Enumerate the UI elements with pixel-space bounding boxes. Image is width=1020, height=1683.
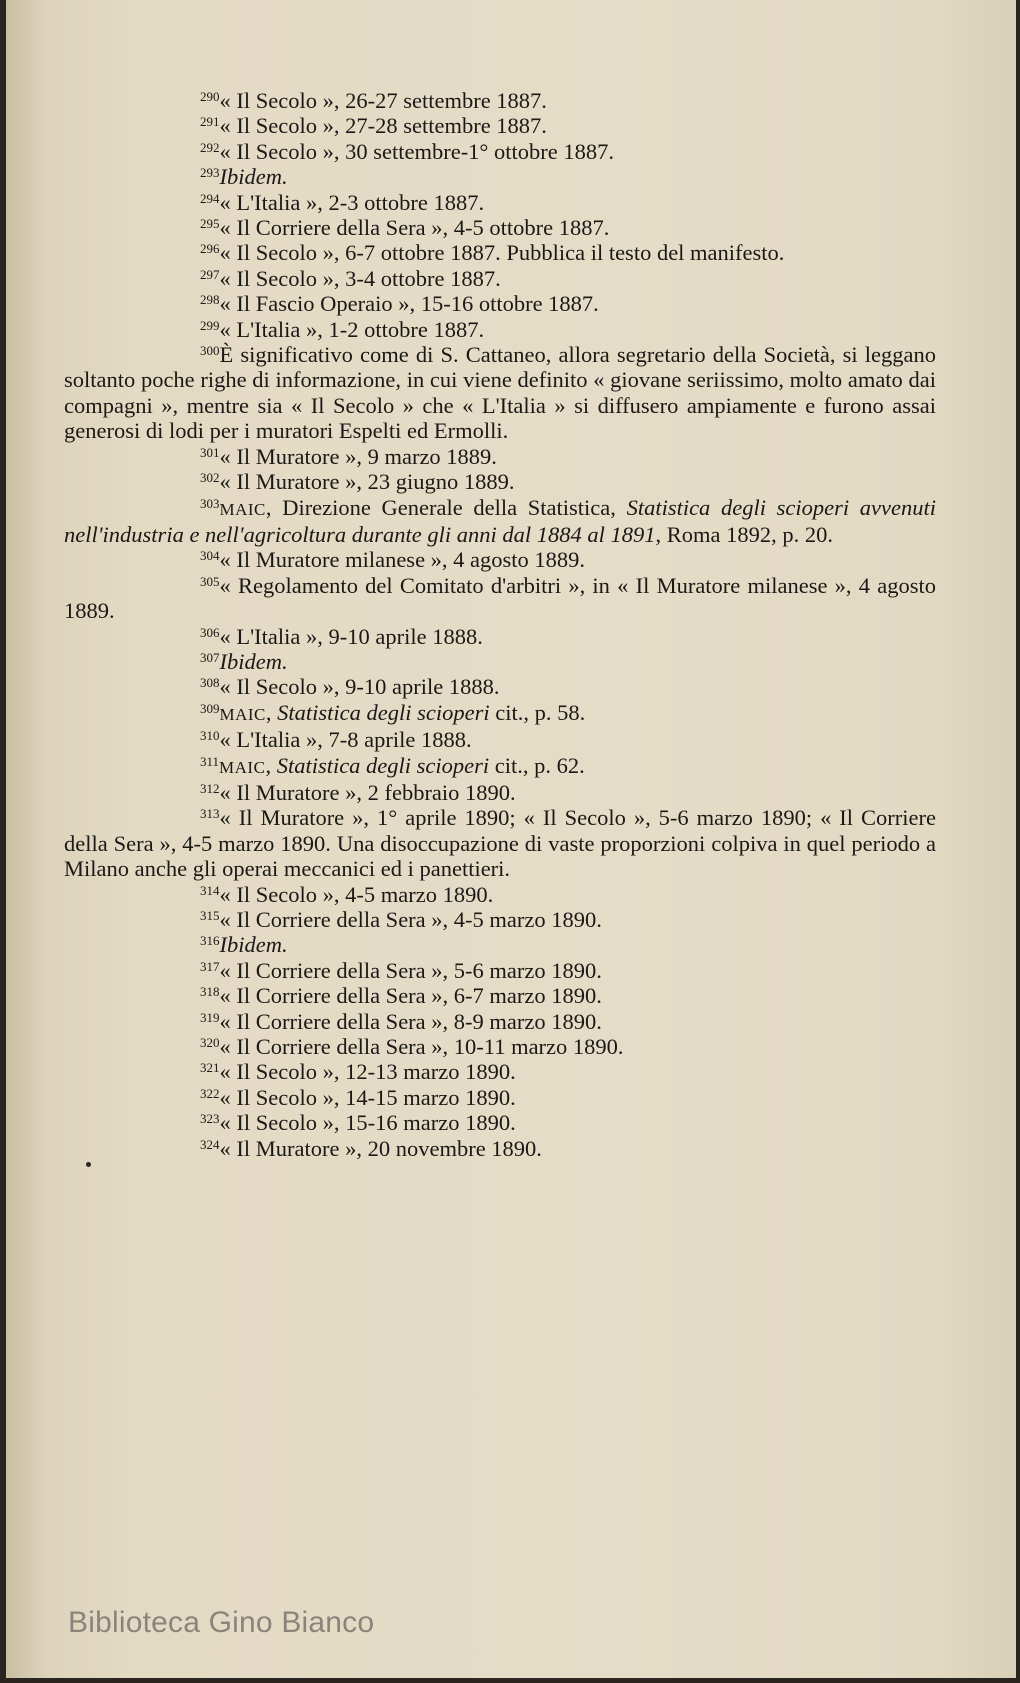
footnote-306: 306« L'Italia », 9-10 aprile 1888. [200,623,483,649]
footnote-321: 321« Il Secolo », 12-13 marzo 1890. [200,1059,516,1085]
footnote-309: 309MAIC, Statistica degli scioperi cit., p. 58. [200,699,586,725]
footnote-text: , [265,699,278,725]
footnote-text: « Il Secolo », 30 settembre-1° ottobre 1887. [219,138,615,164]
footnote-301: 301« Il Muratore », 9 marzo 1889. [200,443,497,469]
footnote-293: 293Ibidem. [200,164,288,190]
footnote-311: 311MAIC, Statistica degli scioperi cit., p. 62. [200,752,585,778]
footnote-302: 302« Il Muratore », 23 giugno 1889. [200,469,515,495]
library-watermark: Biblioteca Gino Bianco [68,1606,375,1639]
footnote-308: 308« Il Secolo », 9-10 aprile 1888. [200,674,500,700]
footnote-text: « Il Muratore », 9 marzo 1889. [219,443,497,469]
footnote-310: 310« L'Italia », 7-8 aprile 1888. [200,727,472,753]
footnote-318: 318« Il Corriere della Sera », 6-7 marzo 1890. [200,983,602,1009]
footnote-text: « Il Secolo », 6-7 ottobre 1887. Pubblica il testo del manifesto. [219,240,785,266]
footnote-text: « Il Muratore », 2 febbraio 1890. [219,779,516,805]
footnote-text: , Direzione Generale della Statistica, [265,494,627,520]
footnote-text: Statistica degli scioperi avvenuti nell'industria e nell'agricoltura durante gli anni dal 1884 al 1891 [64,494,936,547]
footnote-text: « Il Muratore », 1° aprile 1890; « Il Secolo », 5-6 marzo 1890; « Il Corriere della Sera », 4-5 marzo 1890. Una disoccupazione di vaste proporzioni colpiva in quel periodo a Milano anche gli operai meccanici ed i panettieri. [64,805,936,882]
footnote-text: Ibidem. [219,164,288,190]
footnote-307: 307Ibidem. [200,648,288,674]
footnote-text: « Il Corriere della Sera », 4-5 ottobre 1887. [219,215,610,241]
footnote-text: « Il Secolo », 26-27 settembre 1887. [219,88,547,113]
footnote-text: cit., p. 62. [489,752,585,778]
footnote-316: 316Ibidem. [200,932,288,958]
footnote-text: « L'Italia », 2-3 ottobre 1887. [219,189,485,215]
footnote-text: « Il Corriere della Sera », 10-11 marzo 1890. [219,1034,624,1060]
footnote-text: « Il Corriere della Sera », 5-6 marzo 1890. [219,957,602,983]
footnote-300: 300È significativo come di S. Cattaneo, allora segretario della Società, si leggano soltanto poche righe di informazione, in cui viene definito « giovane seriissimo, molto amato dai compagni », mentre sia « Il Secolo » che « L'Italia » si diffusero ampiamente e furono assai generosi di lodi per i muratori Espelti ed Ermolli. [64,342,936,444]
footnote-290: 290« Il Secolo », 26-27 settembre 1887. [200,88,547,113]
footnote-text: « Il Secolo », 27-28 settembre 1887. [219,113,547,139]
footnote-text: MAIC [219,704,266,724]
footnote-305: 305« Regolamento del Comitato d'arbitri », in « Il Muratore milanese », 4 agosto 1889. [64,572,936,624]
footnote-322: 322« Il Secolo », 14-15 marzo 1890. [200,1084,516,1110]
footnote-292: 292« Il Secolo », 30 settembre-1° ottobre 1887. [200,138,615,164]
ink-dot [86,1162,91,1167]
footnote-text: « Il Secolo », 9-10 aprile 1888. [219,674,500,700]
footnote-text: « L'Italia », 7-8 aprile 1888. [219,727,472,753]
footnote-text: Ibidem. [219,648,288,674]
footnote-295: 295« Il Corriere della Sera », 4-5 ottobre 1887. [200,215,610,241]
footnote-294: 294« L'Italia », 2-3 ottobre 1887. [200,189,485,215]
footnote-text: « Il Corriere della Sera », 6-7 marzo 1890. [219,983,602,1009]
footnote-313: 313« Il Muratore », 1° aprile 1890; « Il Secolo », 5-6 marzo 1890; « Il Corriere della Sera », 4-5 marzo 1890. Una disoccupazione di vaste proporzioni colpiva in quel periodo a Milano anche gli operai meccanici ed i panettieri. [64,805,936,882]
footnote-text: Statistica degli scioperi [276,752,490,778]
footnote-text: « L'Italia », 1-2 ottobre 1887. [219,316,485,342]
footnote-text: « Il Secolo », 14-15 marzo 1890. [219,1084,516,1110]
footnote-text: « Il Secolo », 12-13 marzo 1890. [219,1059,516,1085]
book-page [6,0,1016,1678]
footnote-291: 291« Il Secolo », 27-28 settembre 1887. [200,113,547,139]
footnote-324: 324« Il Muratore », 20 novembre 1890. [200,1135,542,1161]
footnote-text: MAIC [219,499,266,519]
footnote-320: 320« Il Corriere della Sera », 10-11 marzo 1890. [200,1034,624,1060]
footnote-text: « Il Secolo », 4-5 marzo 1890. [219,881,494,907]
footnote-315: 315« Il Corriere della Sera », 4-5 marzo 1890. [200,907,602,932]
footnote-312: 312« Il Muratore », 2 febbraio 1890. [200,779,516,805]
footnote-304: 304« Il Muratore milanese », 4 agosto 1889. [200,547,586,573]
footnotes-list [64,88,936,1161]
footnote-323: 323« Il Secolo », 15-16 marzo 1890. [200,1110,516,1136]
footnote-text: Statistica degli scioperi [277,699,490,725]
footnote-text: « Il Corriere della Sera », 8-9 marzo 1890. [219,1008,602,1034]
footnote-314: 314« Il Secolo », 4-5 marzo 1890. [200,881,494,907]
footnote-298: 298« Il Fascio Operaio », 15-16 ottobre 1887. [200,291,599,317]
footnote-text: « Il Muratore », 20 novembre 1890. [219,1135,542,1161]
footnote-319: 319« Il Corriere della Sera », 8-9 marzo 1890. [200,1008,602,1034]
footnote-text: « Il Fascio Operaio », 15-16 ottobre 1887. [219,291,599,317]
footnote-text: « Il Secolo », 3-4 ottobre 1887. [219,265,501,291]
footnote-text: « Il Muratore », 23 giugno 1889. [219,469,515,495]
footnote-299: 299« L'Italia », 1-2 ottobre 1887. [200,316,485,342]
footnote-text: Ibidem. [219,932,288,958]
footnote-297: 297« Il Secolo », 3-4 ottobre 1887. [200,265,501,291]
footnote-303: 303MAIC, Direzione Generale della Statistica, Statistica degli scioperi avvenuti nell'industria e nell'agricoltura durante gli anni dal 1884 al 1891, Roma 1892, p. 20. [64,494,936,547]
footnote-text: MAIC [219,757,266,777]
footnote-text: , Roma 1892, p. 20. [655,521,833,547]
footnote-text: « Il Corriere della Sera », 4-5 marzo 1890. [219,907,602,932]
footnote-text: « Il Secolo », 15-16 marzo 1890. [219,1110,516,1136]
footnote-317: 317« Il Corriere della Sera », 5-6 marzo 1890. [200,957,602,983]
footnote-text: « Il Muratore milanese », 4 agosto 1889. [219,547,586,573]
footnote-text: È significativo come di S. Cattaneo, allora segretario della Società, si leggano soltanto poche righe di informazione, in cui viene definito « giovane seriissimo, molto amato dai compagni », mentre sia « Il Secolo » che « L'Italia » si diffusero ampiamente e furono assai generosi di lodi per i muratori Espelti ed Ermolli. [64,342,936,444]
footnote-text: , [265,752,277,778]
footnote-text: « Regolamento del Comitato d'arbitri », in « Il Muratore milanese », 4 agosto 1889. [64,572,936,624]
footnote-296: 296« Il Secolo », 6-7 ottobre 1887. Pubblica il testo del manifesto. [200,240,785,266]
footnote-text: cit., p. 58. [489,699,586,725]
footnote-text: « L'Italia », 9-10 aprile 1888. [219,623,483,649]
